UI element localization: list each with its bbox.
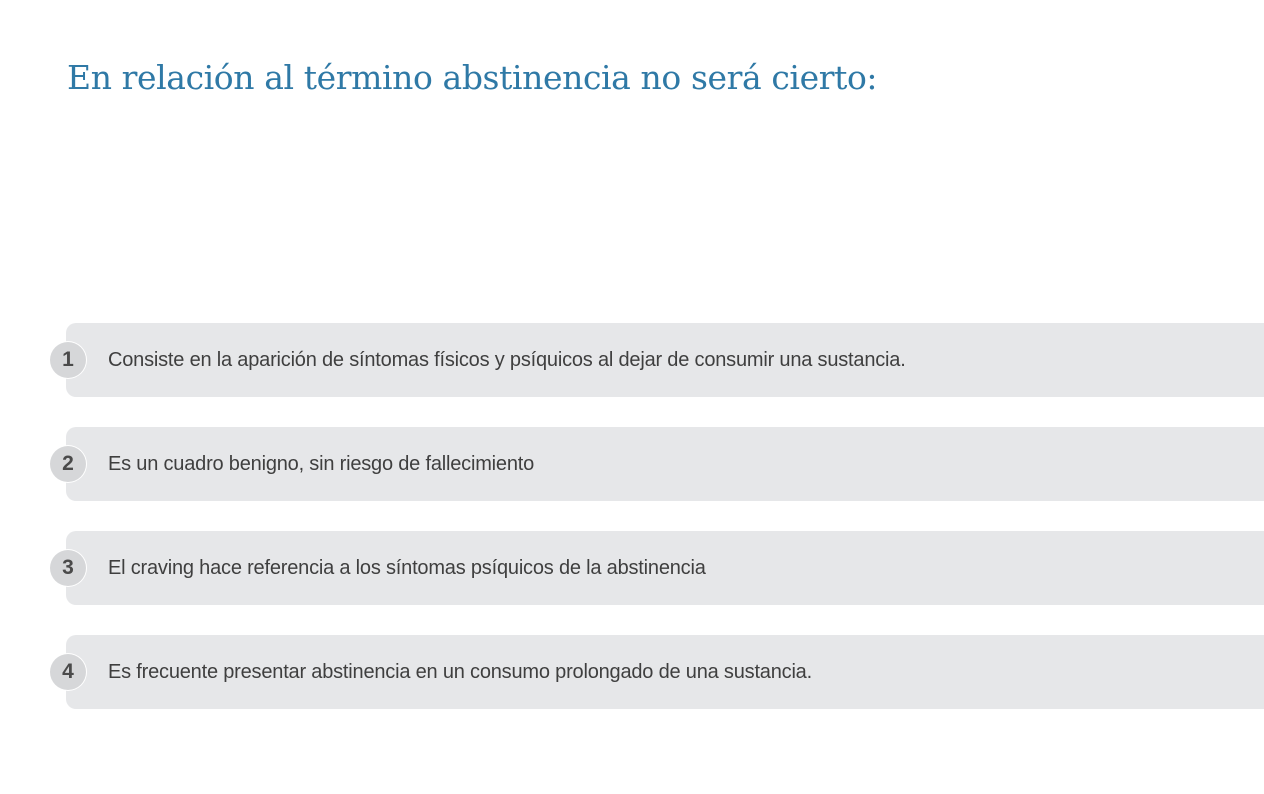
answer-option-text: Consiste en la aparición de síntomas físicos y psíquicos al dejar de consumir una sustancia. xyxy=(108,349,906,371)
question-title: En relación al término abstinencia no será cierto: xyxy=(67,58,878,97)
answer-option-number-badge: 2 xyxy=(50,446,86,482)
answer-option-4[interactable] xyxy=(0,635,1264,709)
answer-option-number-badge: 4 xyxy=(50,654,86,690)
answer-option-1[interactable] xyxy=(0,323,1264,397)
answer-options xyxy=(0,323,1264,739)
answer-option-text: Es frecuente presentar abstinencia en un consumo prolongado de una sustancia. xyxy=(108,661,812,683)
answer-option-3[interactable] xyxy=(0,531,1264,605)
answer-option-number-badge: 3 xyxy=(50,550,86,586)
answer-option-number-badge: 1 xyxy=(50,342,86,378)
answer-option-2[interactable] xyxy=(0,427,1264,501)
answer-option-text: Es un cuadro benigno, sin riesgo de fallecimiento xyxy=(108,453,535,475)
answer-option-text: El craving hace referencia a los síntomas psíquicos de la abstinencia xyxy=(108,557,706,579)
